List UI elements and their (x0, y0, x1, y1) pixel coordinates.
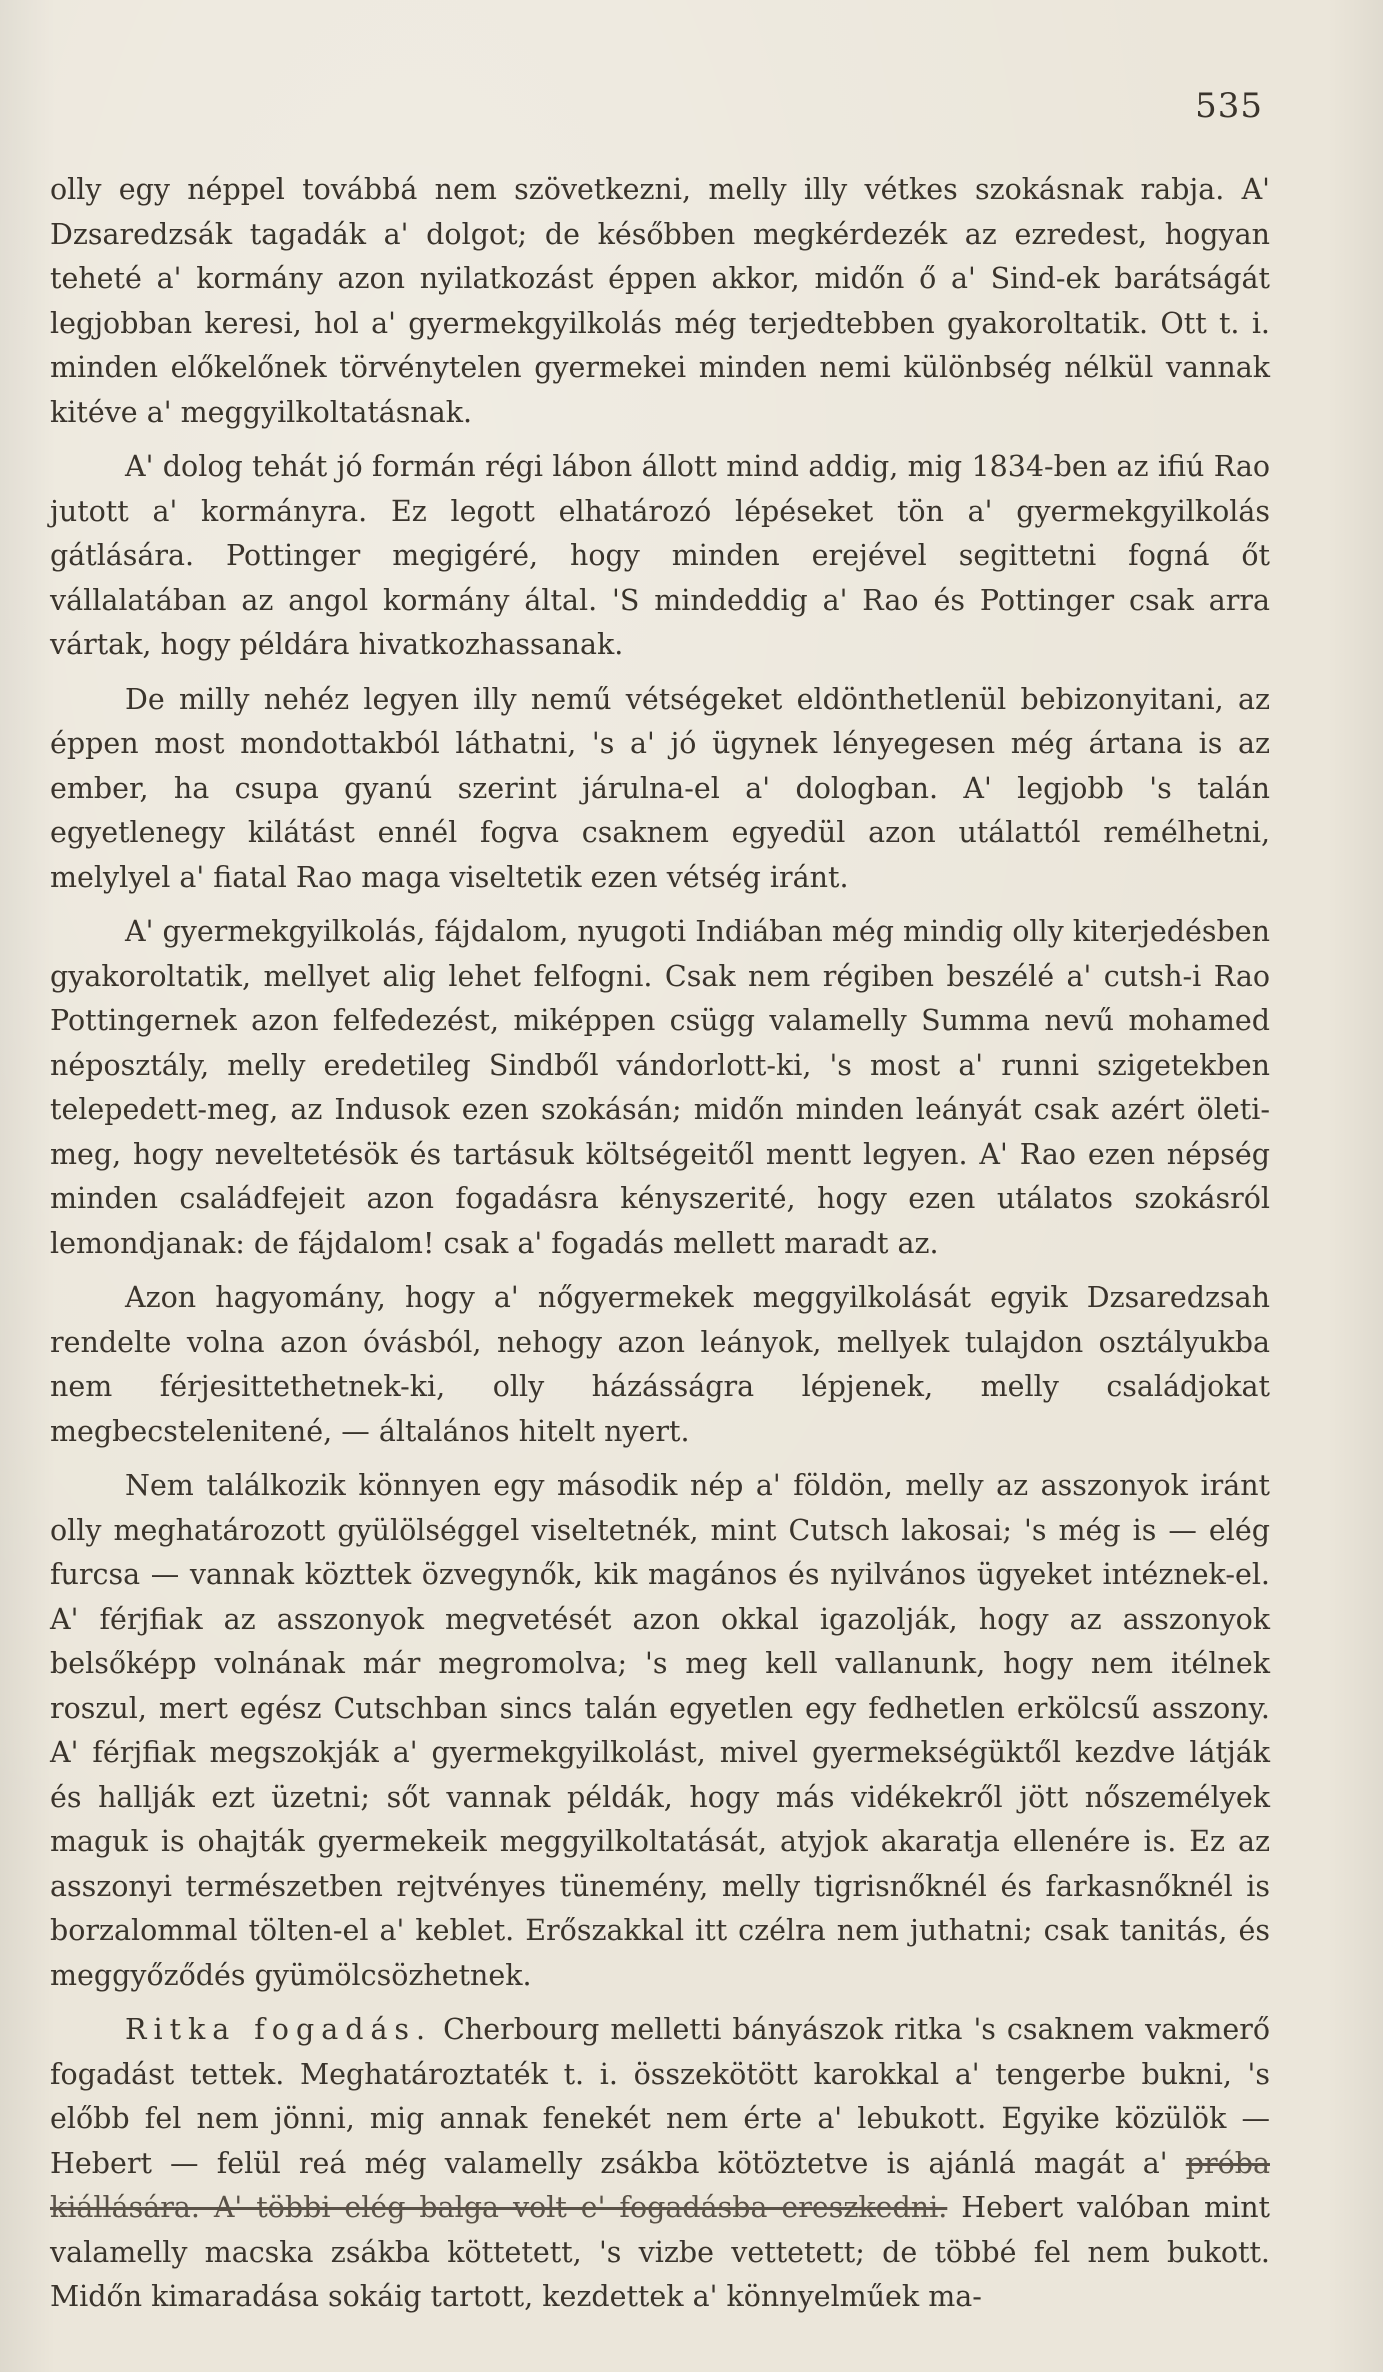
paragraph-1: olly egy néppel továbbá nem szövetkezni, melly illy vétkes szokásnak rabja. A' Dzsaredzsák tagadák a' dolgot; de későbben megkérdezék az ezredest, hogyan teheté a' kormány azon nyilatkozást éppen akkor, midőn ő a' Sind-ek barátságát legjobban keresi, hol a' gyermekgyilkolás még terjedtebben gyakoroltatik. Ott t. i. minden előkelőnek törvénytelen gyermekei minden nemi különbség nélkül vannak kitéve a' meggyilkoltatásnak. (50, 173, 1270, 429)
paragraph-7-text-after: Hebert valóban mint valamelly macska zsákba köttetett, 's vizbe vettetett; de többé fel nem bukott. Midőn kimaradása sokáig tartott, kezdettek a' könnyelműek ma- (50, 2191, 1271, 2313)
paragraph-5: Azon hagyomány, hogy a' nőgyermekek meggyilkolását egyik Dzsaredzsah rendelte volna azon óvásból, nehogy azon leányok, mellyek tulajdon osztályukba nem férjesittethetnek-ki, olly házásságra lépjenek, melly családjokat megbecstelenitené, — általános hitelt nyert. (50, 1281, 1270, 1448)
body-text (50, 168, 1270, 2330)
paragraph-7 (50, 2008, 1270, 2320)
section-heading: Ritka fogadás. (125, 2013, 433, 2046)
page-number: 535 (1195, 86, 1263, 126)
paragraph-4: A' gyermekgyilkolás, fájdalom, nyugoti Indiában még mindig olly kiterjedésben gyakoroltatik, mellyet alig lehet felfogni. Csak nem régiben beszélé a' cutsh-i Rao Pottingernek azon felfedezést, miképpen csügg valamelly Summa nevű mohamed néposztály, melly eredetileg Sindből vándorlott-ki, 's most a' runni szigetekben telepedett-meg, az Indusok ezen szokásán; midőn minden leányát csak azért öleti-meg, hogy neveltetésök és tartásuk költségeitől mentt legyen. A' Rao ezen népség minden családfejeit azon fogadásra kényszerité, hogy ezen utálatos szokásról lemondjanak: de fájdalom! csak a' fogadás mellett maradt az. (50, 915, 1270, 1260)
paragraph-2: A' dolog tehát jó formán régi lábon állott mind addig, mig 1834-ben az ifiú Rao jutott a' kormányra. Ez legott elhatározó lépéseket tön a' gyermekgyilkolás gátlására. Pottinger megigéré, hogy minden erejével segittetni fogná őt vállalatában az angol kormány által. 'S mindeddig a' Rao és Pottinger csak arra vártak, hogy példára hivatkozhassanak. (50, 450, 1270, 661)
paragraph-7-text-before: Cherbourg melletti bányászok ritka 's csaknem vakmerő fogadást tettek. Meghatároztaték t. i. összekötött karokkal a' tengerbe bukni, 's előbb fel nem jönni, mig annak fenekét nem érte a' lebukott. Egyike közülök — Hebert — felül reá még valamelly zsákba kötöztetve is ajánlá magát a' (50, 2013, 1271, 2180)
paragraph-3: De milly nehéz legyen illy nemű vétségeket eldönthetlenül bebizonyitani, az éppen most mondottakból láthatni, 's a' jó ügynek lényegesen még ártana is az ember, ha csupa gyanú szerint járulna-el a' dologban. A' legjobb 's talán egyetlenegy kilátást ennél fogva csaknem egyedül azon utálattól remélhetni, melylyel a' fiatal Rao maga viseltetik ezen vétség iránt. (50, 682, 1270, 894)
paragraph-6: Nem találkozik könnyen egy második nép a' földön, melly az asszonyok iránt olly meghatározott gyülölséggel viseltetnék, mint Cutsch lakosai; 's még is — elég furcsa — vannak közttek özvegynők, kik magános és nyilvános ügyeket intéznek-el. A' férjfiak az asszonyok megvetését azon okkal igazolják, hogy az asszonyok belsőképp volnának már megromolva; 's meg kell vallanunk, hogy nem itélnek roszul, mert egész Cutschban sincs talán egyetlen egy fedhetlen erkölcsű asszony. A' férjfiak megszokják a' gyermekgyilkolást, mivel gyermekségüktől kezdve látják és hallják ezt üzetni; sőt vannak példák, hogy más vidékekről jött nőszemélyek maguk is ohajták gyermekeik meggyilkoltatását, atyjok akaratja ellenére is. Ez az asszonyi természetben rejtvényes tünemény, melly tigrisnőknél és farkasnőknél is borzalommal tölten-el a' keblet. Erőszakkal itt czélra nem juthatni; csak tanitás, és meggyőződés gyümölcsözhetnek. (50, 1469, 1270, 1992)
struck-through-line: próba kiállására. A' többi elég balga volt e' fogadásba ereszkedni. (50, 2146, 1270, 2224)
